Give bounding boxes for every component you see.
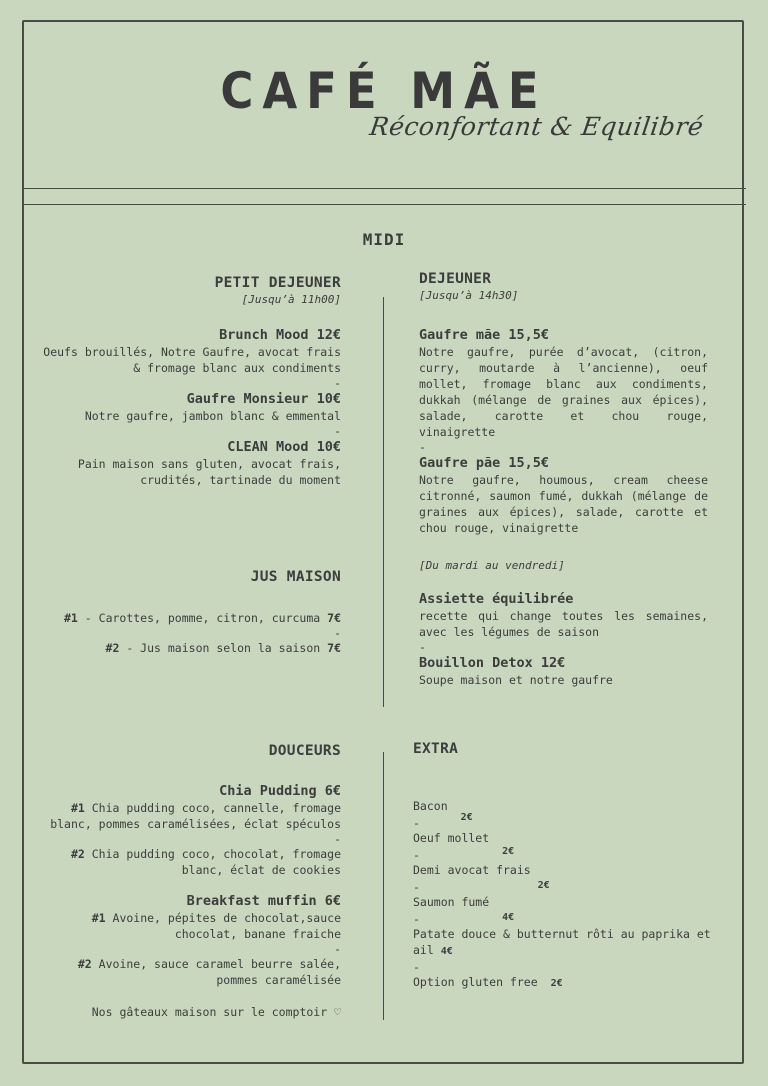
cafe-title: CAFÉ MÃE (220, 62, 548, 120)
jus-item-price: 7€ (327, 611, 341, 625)
petit-dejeuner-hours: [Jusqu’à 11h00] (241, 293, 341, 306)
menu-item-name: Breakfast muffin 6€ (186, 893, 341, 909)
column-divider-bottom (383, 752, 384, 1020)
extra-item (413, 894, 713, 923)
extra-item-price: 4€ (440, 946, 453, 957)
jus-item-text: - Jus maison selon la saison (126, 641, 321, 655)
separator: - (334, 626, 341, 640)
separator: - (413, 848, 420, 862)
option-num: #2 (77, 957, 92, 971)
menu-item-desc: Notre gaufre, jambon blanc & emmental (84, 409, 341, 423)
extra-item (413, 926, 713, 960)
separator: - (334, 832, 341, 846)
extra-item-name: Saumon fumé (413, 895, 490, 909)
jus-item-text: - Carottes, pomme, citron, curcuma (84, 611, 321, 625)
dejeuner-section (419, 270, 708, 536)
menu-item-desc: Notre gaufre, houmous, cream cheese citronné, saumon fumé, dukkah (mélange de graines aux épices), salade, carotte et chou rouge, vinaigrette (419, 473, 708, 535)
menu-item-name: Gaufre Monsieur 10€ (186, 391, 341, 407)
extra-item-price: 4€ (502, 912, 515, 923)
column-divider-top (383, 297, 384, 707)
petit-dejeuner-section (40, 274, 341, 488)
muffin-option-2 (40, 956, 341, 988)
menu-item-name: Gaufre pãe 15,5€ (419, 455, 550, 471)
jus-item (40, 640, 341, 656)
dejeuner-title: DEJEUNER (419, 271, 492, 287)
jus-title: JUS MAISON (250, 569, 341, 585)
extra-item-name: Option gluten free (413, 975, 538, 989)
separator: - (413, 960, 420, 974)
separator: - (419, 440, 426, 454)
menu-item-desc: Oeufs brouillés, Notre Gaufre, avocat frais & fromage blanc aux condiments (43, 345, 341, 375)
separator: - (334, 376, 341, 390)
jus-section (40, 568, 341, 656)
extra-item (413, 974, 713, 992)
extra-item-name: Demi avocat frais (413, 863, 531, 877)
weekday-note: [Du mardi au vendredi] (419, 559, 565, 572)
jus-item-num: #2 (105, 641, 120, 655)
separator: - (334, 424, 341, 438)
menu-item-name: CLEAN Mood 10€ (227, 439, 341, 455)
extra-item-price: 2€ (550, 978, 563, 989)
header-divider-bottom (22, 204, 746, 205)
option-num: #2 (70, 847, 85, 861)
header-divider-top (22, 188, 746, 189)
menu-item-name: Bouillon Detox 12€ (419, 655, 566, 671)
extra-item (413, 830, 713, 857)
douceurs-footer: Nos gâteaux maison sur le comptoir ♡ (91, 1005, 341, 1019)
douceurs-title: DOUCEURS (268, 743, 341, 759)
extra-item-name: Oeuf mollet (413, 831, 490, 845)
petit-dejeuner-title: PETIT DEJEUNER (214, 275, 341, 291)
separator: - (413, 880, 420, 894)
douceurs-section (40, 742, 341, 1020)
menu-item-name: Gaufre mãe 15,5€ (419, 327, 550, 343)
option-num: #1 (70, 801, 85, 815)
chia-option-1 (40, 800, 341, 832)
jus-item-num: #1 (64, 611, 78, 625)
extra-item-name: Patate douce & butternut rôti au paprika et ail (413, 927, 711, 957)
option-text: Chia pudding coco, cannelle, fromage blanc, pommes caramélisées, éclat spéculos (50, 801, 341, 831)
extra-item-price: 2€ (502, 846, 515, 857)
menu-item-name: Chia Pudding 6€ (219, 783, 341, 799)
extra-item-name: Bacon (413, 799, 448, 813)
dejeuner-weekday-section (419, 558, 708, 688)
extra-item-price: 2€ (460, 812, 473, 823)
chia-option-2 (40, 846, 341, 878)
extra-section (413, 740, 713, 992)
option-text: Chia pudding coco, chocolat, fromage blanc, éclat de cookies (91, 847, 341, 877)
menu-item-desc: Pain maison sans gluten, avocat frais, crudités, tartinade du moment (77, 457, 341, 487)
separator: - (334, 942, 341, 956)
extra-title: EXTRA (413, 741, 459, 757)
muffin-option-1 (40, 910, 341, 942)
option-text: Avoine, sauce caramel beurre salée, pommes caramélisée (98, 957, 341, 987)
option-text: Avoine, pépites de chocolat,sauce chocolat, banane fraiche (112, 911, 341, 941)
extra-item (413, 862, 713, 891)
cafe-subtitle: Réconfortant & Equilibré (367, 112, 706, 141)
separator: - (413, 912, 420, 926)
menu-item-desc: Soupe maison et notre gaufre (419, 673, 613, 687)
dejeuner-hours: [Jusqu’à 14h30] (419, 289, 519, 302)
menu-item-name: Brunch Mood 12€ (219, 327, 341, 343)
jus-item-price: 7€ (327, 641, 341, 655)
extra-item (413, 798, 713, 823)
menu-item-name: Assiette équilibrée (419, 591, 574, 607)
menu-item-desc: recette qui change toutes les semaines, avec les légumes de saison (419, 609, 708, 639)
extra-item-price: 2€ (537, 880, 550, 891)
separator: - (413, 816, 420, 830)
jus-item (40, 610, 341, 626)
menu-item-desc: Notre gaufre, purée d’avocat, (citron, curry, moutarde à l’ancienne), oeuf mollet, fromage blanc aux condiments, dukkah (mélange de graines aux épices), salade, carotte et chou rouge, vinaigrette (419, 345, 708, 439)
separator: - (419, 640, 426, 654)
option-num: #1 (91, 911, 106, 925)
section-title-midi: MIDI (362, 230, 406, 249)
